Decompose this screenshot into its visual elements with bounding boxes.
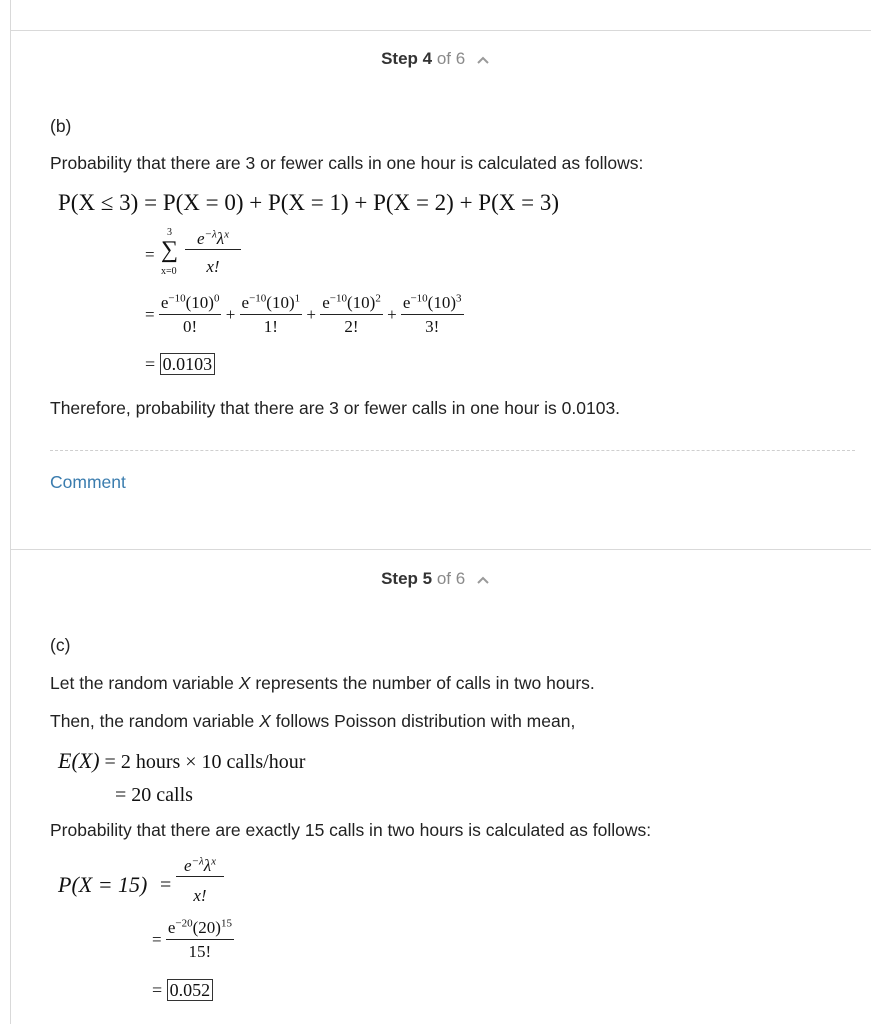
eq-mean-line2: = 20 calls bbox=[115, 784, 193, 806]
sum-denominator: x! bbox=[206, 257, 220, 276]
term-0: $\frac{e^{-10}(10)^0}{0!}$ bbox=[160, 292, 220, 336]
pmf-sub-frac: $\frac{e^{-20}(20)^{15}}{15!}$ bbox=[167, 917, 232, 961]
step-4-intro: Probability that there are 3 or fewer calls in one hour is calculated as follows: bbox=[50, 153, 644, 173]
eq-mean-line1: E(X) = 2 hours × 10 calls/hour bbox=[58, 748, 306, 773]
step-4-header[interactable] bbox=[0, 49, 871, 69]
result-box: 0.052 bbox=[167, 979, 214, 1001]
term-1: $\frac{e^{-10}(10)^1}{1!}$ bbox=[241, 292, 301, 336]
pmf-denominator: x! bbox=[193, 886, 207, 905]
eq-result-line: = 0.0103 bbox=[145, 354, 215, 375]
pmf-numerator: $e^{-\lambda}\lambda^x$ bbox=[176, 856, 224, 877]
sigma-icon: ∑ bbox=[161, 237, 179, 263]
step-4-title: Step 4 bbox=[381, 49, 433, 68]
divider-top bbox=[10, 30, 871, 31]
step-5-header[interactable] bbox=[0, 569, 871, 589]
chevron-up-icon[interactable] bbox=[476, 573, 490, 587]
eq-pmf-sub: = $\frac{e^{-20}(20)^{15}}{15!}$ bbox=[152, 917, 232, 961]
step-5-count: of 6 bbox=[436, 569, 466, 588]
part-c-label: (c) bbox=[50, 635, 71, 655]
result-box: 0.0103 bbox=[160, 353, 216, 375]
sum-numerator: $e^{-\lambda}\lambda^x$ bbox=[185, 229, 241, 250]
step-5-line2: Then, the random variable X follows Poisson distribution with mean, bbox=[50, 711, 576, 731]
step-4-count: of 6 bbox=[436, 49, 466, 68]
step-5-intro: Probability that there are exactly 15 calls in two hours is calculated as follows: bbox=[50, 820, 652, 840]
step-5-line1: Let the random variable X represents the number of calls in two hours. bbox=[50, 673, 595, 693]
sum-upper: 3 bbox=[167, 227, 172, 238]
divider-step5 bbox=[10, 549, 871, 550]
sum-lower: x=0 bbox=[161, 266, 177, 277]
step-5-title: Step 5 bbox=[381, 569, 433, 588]
chevron-up-icon[interactable] bbox=[476, 53, 490, 67]
step-4-conclusion: Therefore, probability that there are 3 or fewer calls in one hour is 0.0103. bbox=[50, 398, 621, 418]
eq-cdf-line: P(X ≤ 3) = P(X = 0) + P(X = 1) + P(X = 2) + P(X = 3) bbox=[58, 190, 559, 215]
term-3: $\frac{e^{-10}(10)^3}{3!}$ bbox=[402, 292, 462, 336]
dashed-divider bbox=[50, 450, 855, 451]
eq-terms-line: = $\frac{e^{-10}(10)^0}{0!}$ + $\frac{e^{-10}(10)^1}{1!}$ + $\frac{e^{-10}(10)^2}{2!}$ + $\frac{e^{-10}(10)^3}{3!}$ bbox=[145, 292, 462, 336]
eq-pmf-result: = 0.052 bbox=[152, 980, 213, 1001]
eq-pmf-line: P(X = 15) = $e^{-\lambda}\lambda^x$ x! bbox=[58, 856, 258, 912]
comment-link[interactable]: Comment bbox=[50, 472, 126, 492]
left-border bbox=[10, 0, 11, 1024]
part-b-label: (b) bbox=[50, 116, 72, 136]
term-2: $\frac{e^{-10}(10)^2}{2!}$ bbox=[322, 292, 381, 336]
